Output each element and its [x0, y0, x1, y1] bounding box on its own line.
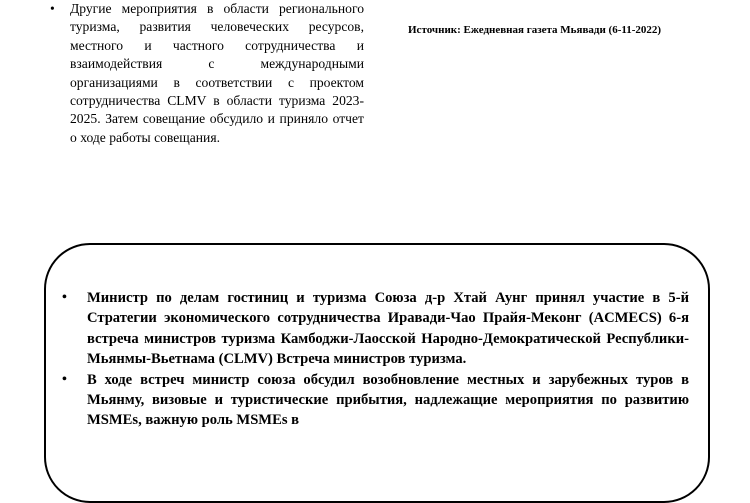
bullet-icon: •	[62, 290, 67, 305]
list-item-text: Другие мероприятия в области регионального туризма, развития человеческих ресурсов, местного и частного сотрудничества и взаимодействия с международными организациями в соответствии с проектом сотрудничества CLMV в области туризма 2023-2025. Затем совещание обсудило и приняло отчет о ходе работы совещания.	[70, 1, 364, 145]
list-item	[48, 0, 364, 147]
list-item	[62, 288, 689, 370]
source-citation: Источник: Ежедневная газета Мьявади (6-11-2022)	[408, 24, 662, 36]
bullet-icon: •	[50, 1, 55, 16]
list-item	[62, 370, 689, 431]
highlight-box-list	[62, 288, 689, 431]
list-item-text: Министр по делам гостиниц и туризма Союза д-р Хтай Аунг принял участие в 5-й Стратегии экономического сотрудничества Иравади-Чао Прайя-Меконг (ACMECS) 6-я встреча министров туризма Камбоджи-Лаосской Народно-Демократической Республики-Мьянмы-Вьетнама (CLMV) Встреча министров туризма.	[87, 290, 689, 368]
bullet-icon: •	[62, 371, 67, 387]
left-column	[48, 0, 364, 147]
top-bullet-list	[48, 0, 364, 147]
list-item-text: В ходе встреч министр союза обсудил возобновление местных и зарубежных туров в Мьянму, визовые и туристические прибытия, надлежащие мероприятия по развитию MSMEs, важную роль MSMEs в	[87, 371, 689, 429]
